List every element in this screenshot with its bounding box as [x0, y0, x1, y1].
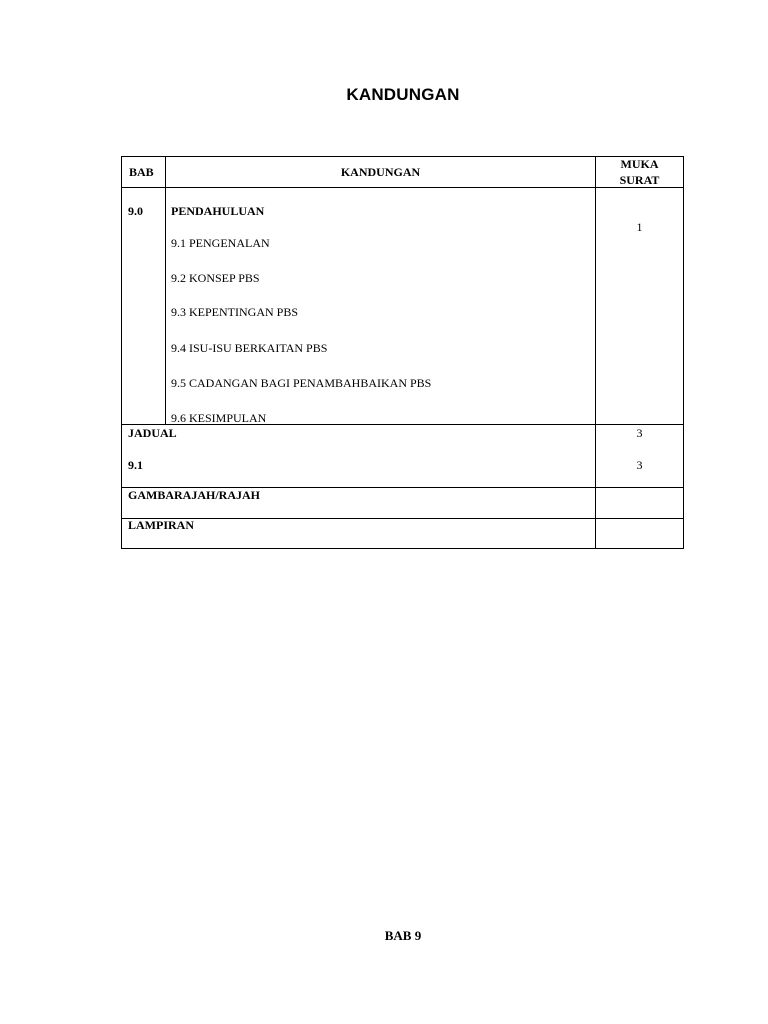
gambarajah-label: GAMBARAJAH/RAJAH	[128, 488, 260, 502]
jadual-item-page: 3	[636, 458, 643, 472]
toc-entry: 9.1 PENGENALAN	[171, 236, 270, 250]
contents-table	[121, 156, 684, 549]
toc-entry: 9.3 KEPENTINGAN PBS	[171, 305, 299, 319]
lampiran-label: LAMPIRAN	[128, 518, 194, 532]
page-title: KANDUNGAN	[346, 85, 460, 104]
chapter-page: 1	[636, 220, 643, 234]
header-bab: BAB	[129, 165, 154, 179]
chapter-heading: PENDAHULUAN	[171, 204, 265, 218]
toc-entry: 9.2 KONSEP PBS	[171, 271, 260, 285]
header-kandungan: KANDUNGAN	[340, 165, 421, 179]
toc-entry: 9.4 ISU-ISU BERKAITAN PBS	[171, 341, 328, 355]
bab-column-divider	[165, 157, 166, 425]
page-footer: BAB 9	[384, 928, 422, 943]
page-column-divider	[595, 157, 596, 548]
header-divider	[122, 187, 683, 188]
jadual-item: 9.1	[128, 458, 143, 472]
toc-entry: 9.6 KESIMPULAN	[171, 411, 267, 425]
header-muka: MUKA	[620, 157, 659, 171]
toc-entry: 9.5 CADANGAN BAGI PENAMBAHBAIKAN PBS	[171, 376, 432, 390]
jadual-page: 3	[636, 426, 643, 440]
chapter-number: 9.0	[128, 204, 143, 218]
jadual-label: JADUAL	[128, 426, 177, 440]
header-surat: SURAT	[619, 173, 660, 187]
gambarajah-divider	[122, 518, 683, 519]
